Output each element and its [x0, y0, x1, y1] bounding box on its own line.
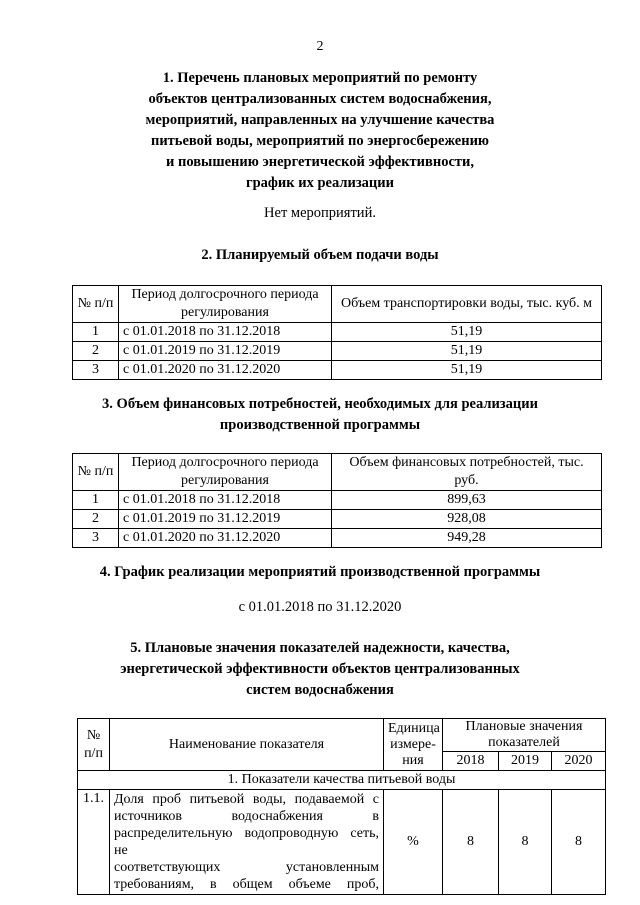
- header-unit-line: ния: [402, 752, 424, 768]
- row-num: 3: [73, 529, 119, 548]
- title-line: 3. Объем финансовых потребностей, необходимых для реализации: [102, 396, 538, 412]
- row-text-line: источников водоснабжения в: [114, 809, 379, 824]
- group-row: [78, 771, 606, 790]
- row-period: с 01.01.2018 по 31.12.2018: [119, 491, 332, 510]
- row-num: 1: [73, 323, 119, 342]
- header-year: 2020: [552, 752, 606, 771]
- table-row: [73, 510, 602, 529]
- header-num: № п/п: [73, 286, 119, 323]
- header-period: Период долгосрочного периода регулирования: [119, 286, 332, 323]
- header-num: № п/п: [78, 719, 110, 771]
- table-header-row: [73, 454, 602, 491]
- row-text-line: распределительную водопроводную сеть, не: [114, 826, 379, 858]
- header-unit: [384, 719, 443, 771]
- title-line: производственной программы: [219, 417, 421, 433]
- section1-note: Нет мероприятий.: [264, 205, 376, 221]
- header-year: 2018: [443, 752, 499, 771]
- header-unit-line: измере-: [390, 736, 436, 752]
- table-header-row: [73, 286, 602, 323]
- page-number: 2: [316, 39, 324, 54]
- row-num: 3: [73, 361, 119, 380]
- group-title: 1. Показатели качества питьевой воды: [78, 771, 606, 790]
- row-period: с 01.01.2019 по 31.12.2019: [119, 510, 332, 529]
- table-row: [73, 491, 602, 510]
- title-line: график их реализации: [245, 175, 394, 191]
- row-value-2020: 8: [552, 790, 606, 895]
- row-text-line: Доля проб питьевой воды, подаваемой с: [114, 792, 379, 807]
- row-unit: %: [384, 790, 443, 895]
- row-value: 51,19: [332, 361, 602, 380]
- row-period: с 01.01.2019 по 31.12.2019: [119, 342, 332, 361]
- title-line: 1. Перечень плановых мероприятий по ремонту: [162, 70, 478, 86]
- section3-title: [0, 394, 640, 436]
- section5-title: [0, 638, 640, 701]
- row-value: 928,08: [332, 510, 602, 529]
- row-num: 2: [73, 342, 119, 361]
- row-period: с 01.01.2020 по 31.12.2020: [119, 361, 332, 380]
- section4-title: 4. График реализации мероприятий производственной программы: [99, 564, 541, 580]
- title-line: питьевой воды, мероприятий по энергосбережению: [150, 133, 490, 149]
- row-period: с 01.01.2018 по 31.12.2018: [119, 323, 332, 342]
- title-line: энергетической эффективности объектов централизованных: [120, 661, 520, 677]
- title-line: объектов централизованных систем водоснабжения,: [148, 91, 492, 107]
- row-value: 51,19: [332, 342, 602, 361]
- table-row: [73, 529, 602, 548]
- title-line: и повышению энергетической эффективности,: [166, 154, 474, 170]
- header-period: Период долгосрочного периода регулирования: [119, 454, 332, 491]
- financial-needs-table: [72, 453, 602, 548]
- table-row: [73, 342, 602, 361]
- table-row: [73, 361, 602, 380]
- header-indicator-name: Наименование показателя: [110, 719, 384, 771]
- row-num: 2: [73, 510, 119, 529]
- title-line: систем водоснабжения: [246, 682, 394, 698]
- title-line: мероприятий, направленных на улучшение качества: [145, 112, 495, 128]
- row-text-line: соответствующих установленным: [114, 860, 379, 875]
- indicators-table: [77, 718, 606, 895]
- header-volume: Объем транспортировки воды, тыс. куб. м: [332, 286, 602, 323]
- water-supply-table: [72, 285, 602, 380]
- table-header-row: [78, 719, 606, 752]
- row-value: 899,63: [332, 491, 602, 510]
- row-value-2019: 8: [499, 790, 552, 895]
- section2-title: 2. Планируемый объем подачи воды: [201, 247, 439, 263]
- row-num: 1.1.: [78, 790, 110, 895]
- header-planned-values: Плановые значения показателей: [443, 719, 606, 752]
- header-unit-line: Единица: [388, 720, 440, 736]
- header-num: № п/п: [73, 454, 119, 491]
- table-row: [73, 323, 602, 342]
- row-value-2018: 8: [443, 790, 499, 895]
- table-row: [78, 790, 606, 895]
- section4-period: с 01.01.2018 по 31.12.2020: [238, 599, 402, 615]
- row-text-line: требованиям, в общем объеме проб,: [114, 877, 379, 892]
- row-indicator-name: [110, 790, 384, 895]
- row-value: 949,28: [332, 529, 602, 548]
- row-value: 51,19: [332, 323, 602, 342]
- row-num: 1: [73, 491, 119, 510]
- header-finance: Объем финансовых потребностей, тыс. руб.: [332, 454, 602, 491]
- header-year: 2019: [499, 752, 552, 771]
- section1-title: [0, 68, 640, 194]
- row-period: с 01.01.2020 по 31.12.2020: [119, 529, 332, 548]
- title-line: 5. Плановые значения показателей надежности, качества,: [130, 640, 510, 656]
